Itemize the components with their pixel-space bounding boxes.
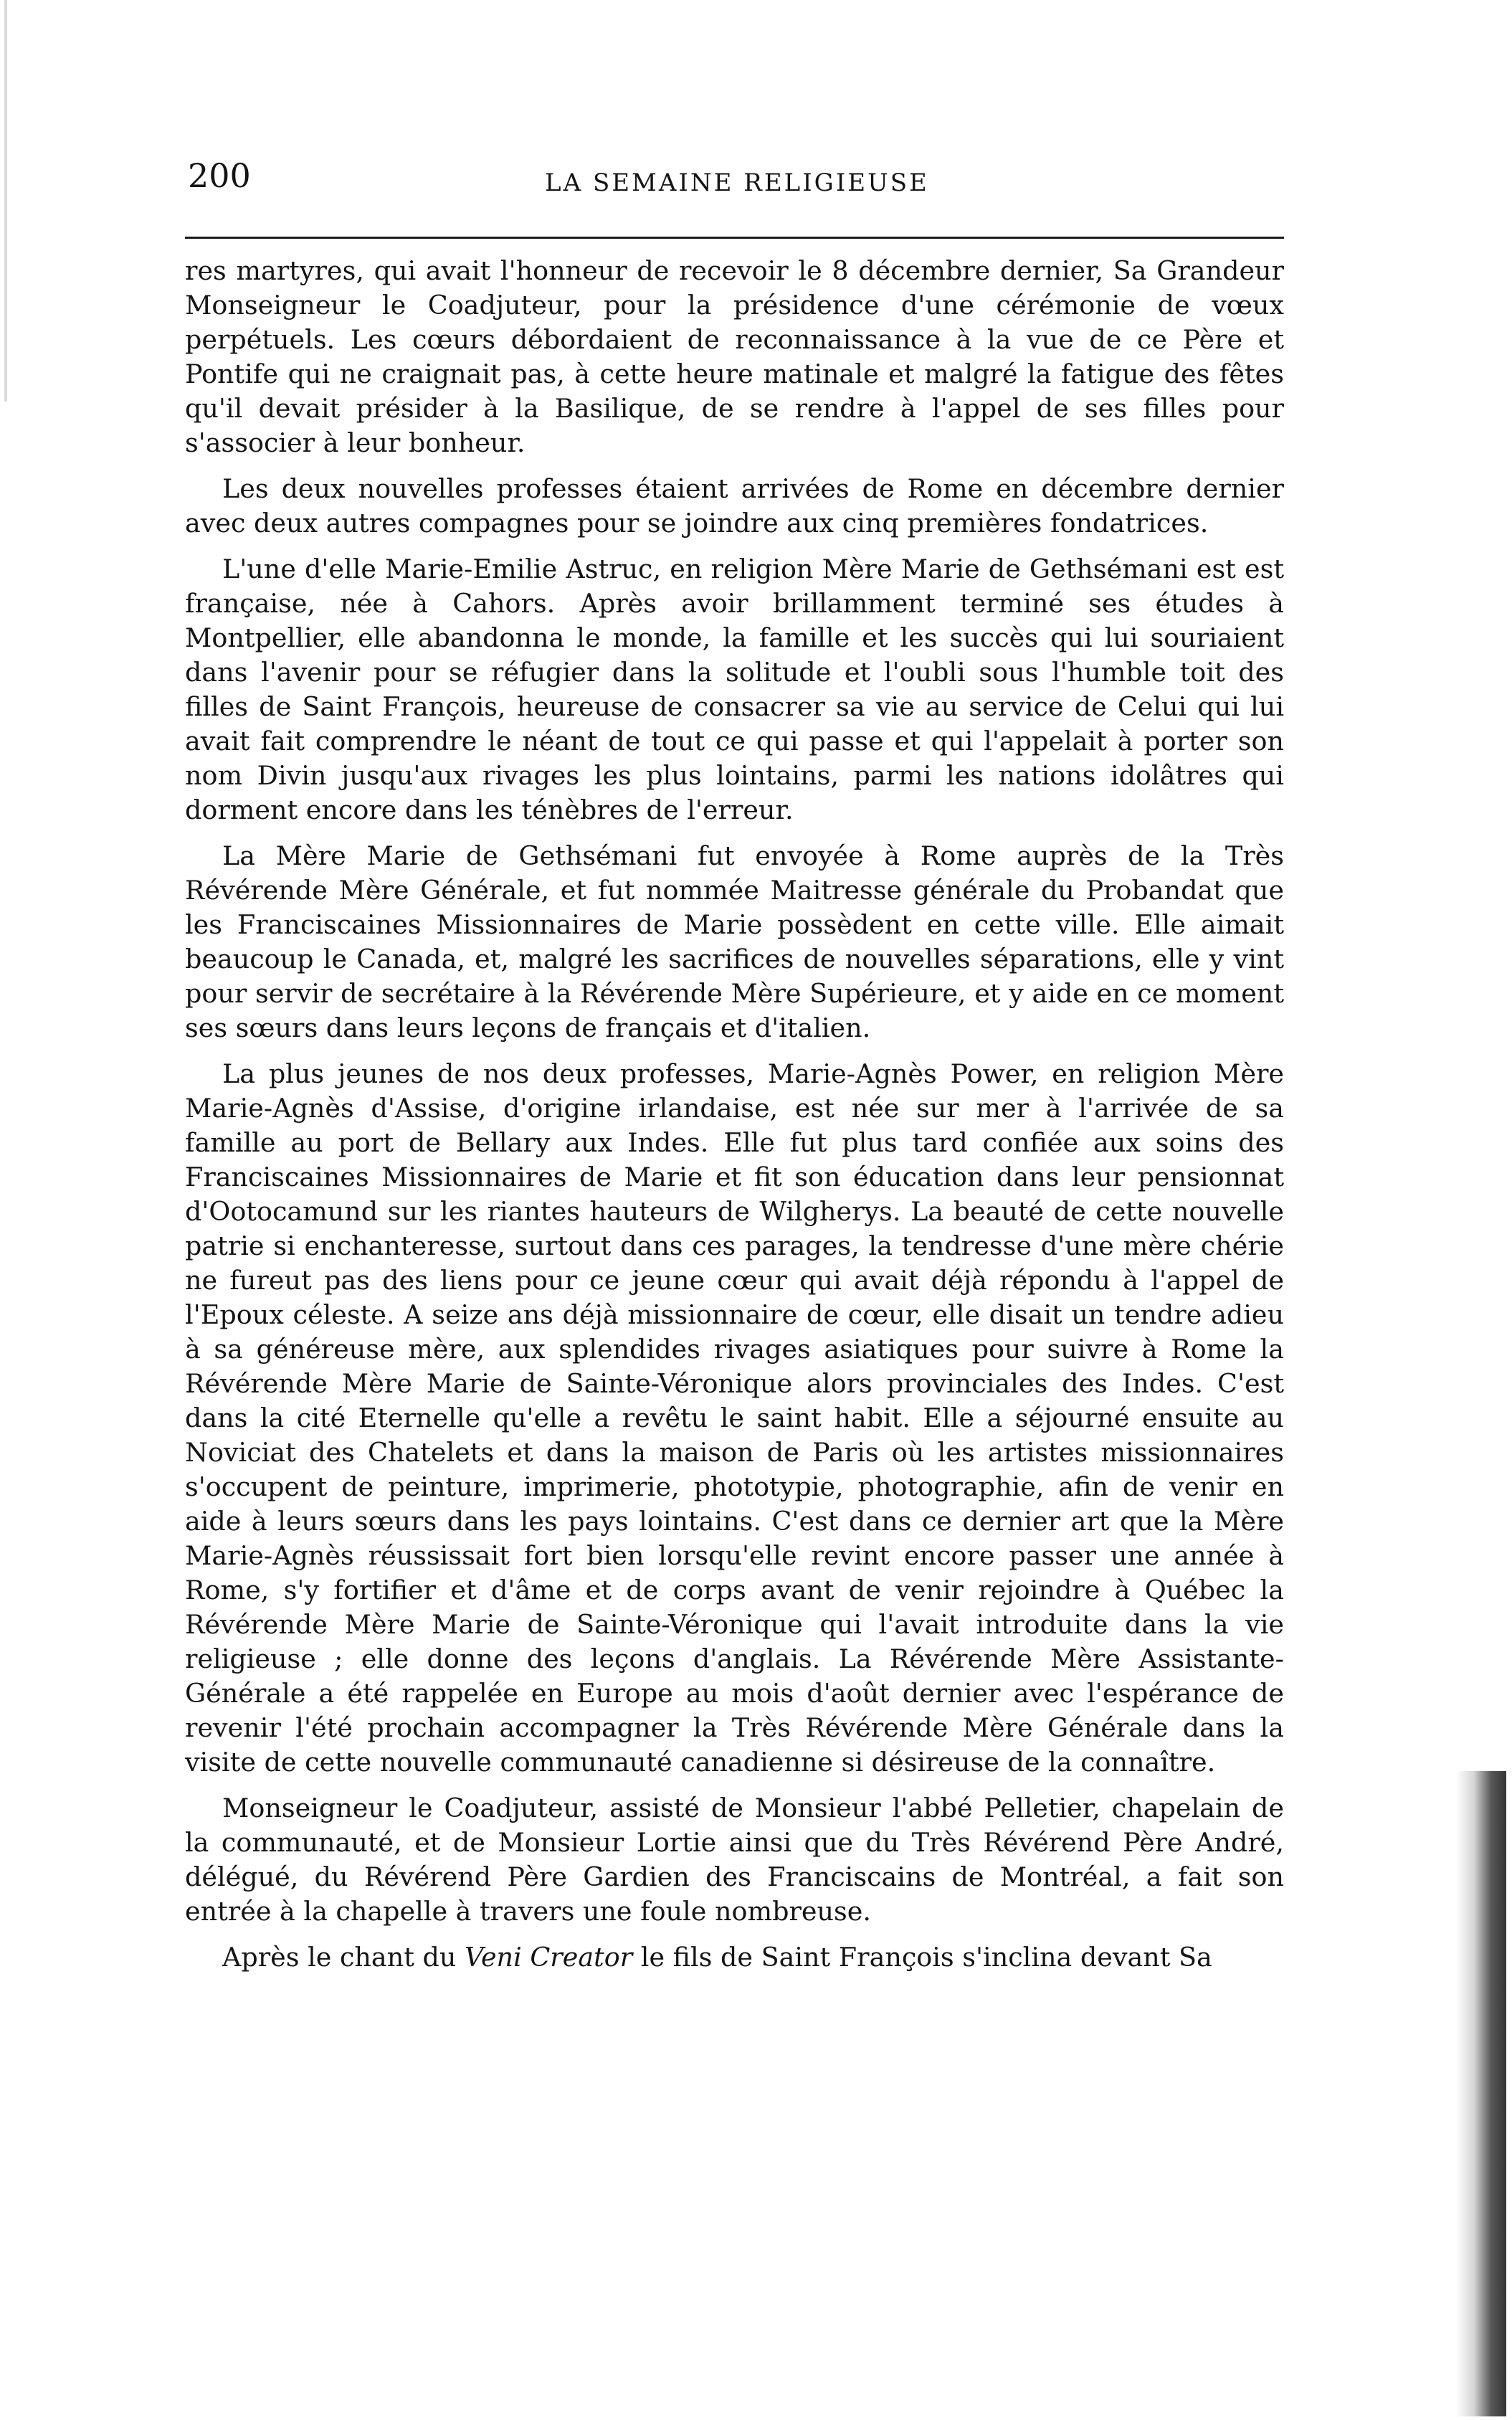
paragraph-5: La plus jeunes de nos deux professes, Marie-Agnès Power, en religion Mère Marie-Agnès d'Assise, d'origine irlandaise, est née sur mer à l'arrivée de sa famille au port de Bellary aux Indes. Elle fut plus tard confiée aux soins des Franciscaines Missionnaires de Marie et fit son éducation dans leur pensionnat d'Ootocamund sur les riantes hauteurs de Wilgherys. La beauté de cette nouvelle patrie si enchanteresse, surtout dans ces parages, la tendresse d'une mère chérie ne fureut pas des liens pour ce jeune cœur qui avait déjà répondu à l'appel de l'Epoux céleste. A seize ans déjà missionnaire de cœur, elle disait un tendre adieu à sa généreuse mère, aux splendides rivages asiatiques pour suivre à Rome la Révérende Mère Marie de Sainte-Véronique alors provinciales des Indes. C'est dans la cité Eternelle qu'elle a revêtu le saint habit. Elle a séjourné ensuite au Noviciat des Chatelets et dans la maison de Paris où les artistes missionnaires s'occupent de peinture, imprimerie, phototypie, photographie, afin de venir en aide à leurs sœurs dans les pays lointains. C'est dans ce dernier art que la Mère Marie-Agnès réussissait fort bien lorsqu'elle revint encore passer une année à Rome, s'y fortifier et d'âme et de corps avant de venir rejoindre à Québec la Révérende Mère Marie de Sainte-Véronique qui l'avait introduite dans la vie religieuse ; elle donne des leçons d'anglais. La Révérende Mère Assistante-Générale a été rappelée en Europe au mois d'août dernier avec l'espérance de revenir l'été prochain accompagner la Très Révérende Mère Générale dans la visite de cette nouvelle communauté canadienne si désireuse de la connaître. bbox=[185, 1058, 1284, 1778]
paragraph-4: La Mère Marie de Gethsémani fut envoyée à Rome auprès de la Très Révérende Mère Générale, et fut nommée Maitresse générale du Probandat que les Franciscaines Missionnaires de Marie possèdent en cette ville. Elle aimait beaucoup le Canada, et, malgré les sacrifices de nouvelles séparations, elle y vint pour servir de secrétaire à la Révérende Mère Supérieure, et y aide en ce moment ses sœurs dans leurs leçons de français et d'italien. bbox=[185, 840, 1284, 1043]
paragraph-7-lead: Après le chant du bbox=[222, 1942, 465, 1973]
scan-right-edge-shadow bbox=[1456, 1771, 1506, 2416]
paragraph-3: L'une d'elle Marie-Emilie Astruc, en religion Mère Marie de Gethsémani est est française, née à Cahors. Après avoir brillamment terminé ses études à Montpellier, elle abandonna le monde, la famille et les succès qui lui souriaient dans l'avenir pour se réfugier dans la solitude et l'oubli sous l'humble toit des filles de Saint François, heureuse de consacrer sa vie au service de Celui qui lui avait fait comprendre le néant de tout ce qui passe et qui l'appelait à porter son nom Divin jusqu'aux rivages les plus lointains, parmi les nations idolâtres qui dorment encore dans les ténèbres de l'erreur. bbox=[185, 554, 1284, 825]
paragraph-6: Monseigneur le Coadjuteur, assisté de Monsieur l'abbé Pelletier, chapelain de la communauté, et de Monsieur Lortie ainsi que du Très Révérend Père André, délégué, du Révérend Père Gardien des Franciscains de Montréal, a fait son entrée à la chapelle à travers une foule nombreuse. bbox=[185, 1793, 1284, 1927]
paragraph-7 bbox=[185, 1940, 1284, 1975]
paragraph-2: Les deux nouvelles professes étaient arrivées de Rome en décembre dernier avec deux autres compagnes pour se joindre aux cinq premières fondatrices. bbox=[185, 473, 1284, 538]
running-head: LA SEMAINE RELIGIEUSE bbox=[545, 169, 929, 197]
page-number: 200 bbox=[188, 156, 251, 195]
hymn-title: Veni Creator bbox=[464, 1942, 633, 1973]
scan-left-margin-mark bbox=[4, 0, 7, 402]
paragraph-7-tail: le fils de Saint François s'inclina devant Sa bbox=[632, 1942, 1212, 1973]
header-rule bbox=[185, 237, 1284, 239]
page-body bbox=[185, 254, 1284, 1986]
paragraph-1: res martyres, qui avait l'honneur de recevoir le 8 décembre dernier, Sa Grandeur Monseigneur le Coadjuteur, pour la présidence d'une cérémonie de vœux perpétuels. Les cœurs débordaient de reconnaissance à la vue de ce Père et Pontife qui ne craignait pas, à cette heure matinale et malgré la fatigue des fêtes qu'il devait présider à la Basilique, de se rendre à l'appel de ses filles pour s'associer à leur bonheur. bbox=[185, 255, 1284, 458]
